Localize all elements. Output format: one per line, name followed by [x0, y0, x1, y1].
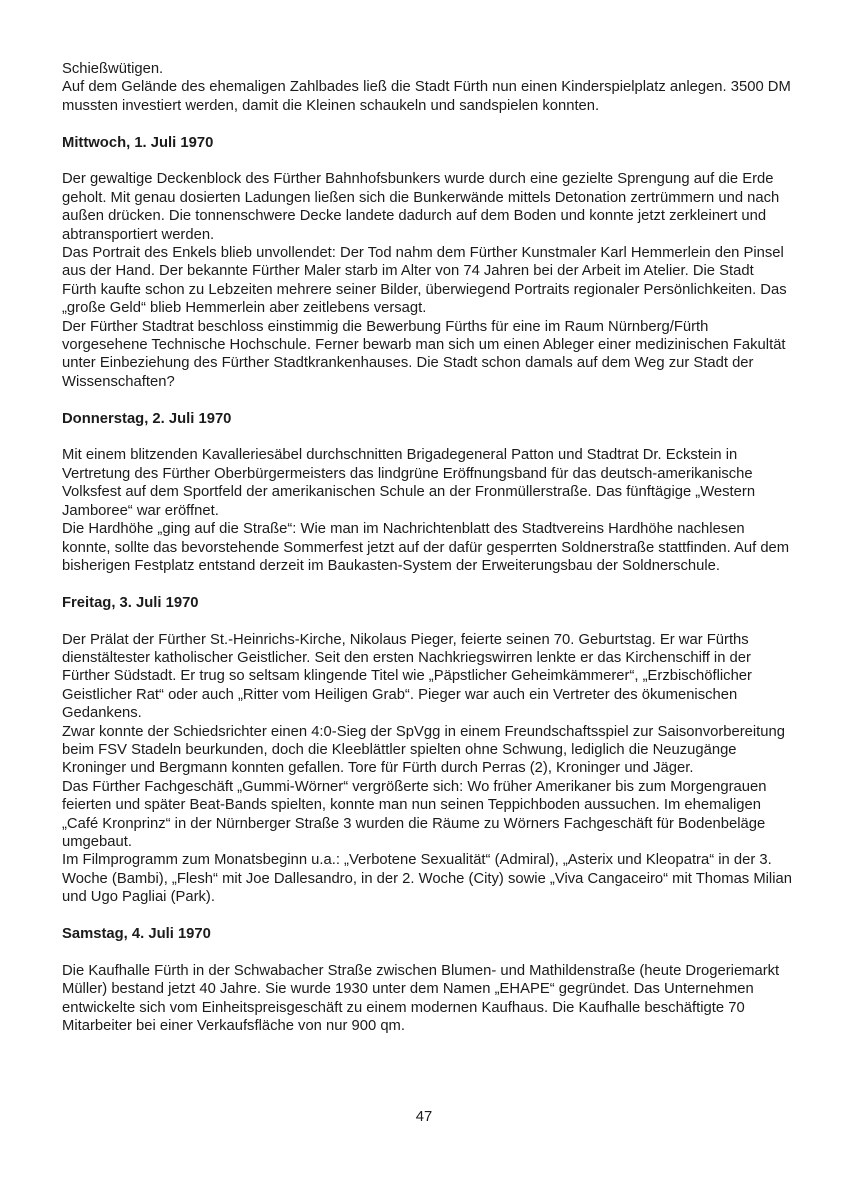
paragraph: Schießwütigen.: [62, 61, 164, 77]
document-page: [62, 60, 792, 1035]
paragraph: Die Hardhöhe „ging auf die Straße“: Wie man im Nachrichtenblatt des Stadtvereins Hardhöhe nachlesen konnte, sollte das bevorstehende Sommerfest jetzt auf der dafür gesperrten Soldnerstraße stattfinden. Auf dem bisherigen Festplatz entstand derzeit im Baukasten-System der Erweiterungsbau der Soldnerschule.: [62, 521, 790, 574]
paragraph: Der Fürther Stadtrat beschloss einstimmig die Bewerbung Fürths für eine im Raum Nürnberg/Fürth vorgesehene Technische Hochschule. Ferner bewarb man sich um einen Ableger einer medizinischen Fakultät unter Einbeziehung des Fürther Stadtkrankenhauses. Die Stadt schon damals auf dem Weg zur Stadt der Wissenschaften?: [62, 318, 786, 390]
date-heading: Freitag, 3. Juli 1970: [62, 594, 199, 611]
paragraph: Das Fürther Fachgeschäft „Gummi-Wörner“ vergrößerte sich: Wo früher Amerikaner bis zum Morgengrauen feierten und später Beat-Bands spielten, konnte man nun seinen Teppichboden aussuchen. Im ehemaligen „Café Kronprinz“ in der Nürnberger Straße 3 wurden die Räume zu Wörners Fachgeschäft für Bodenbeläge umgebaut.: [62, 778, 767, 850]
paragraph: Der gewaltige Deckenblock des Fürther Bahnhofsbunkers wurde durch eine gezielte Sprengung auf die Erde geholt. Mit genau dosierten Ladungen ließen sich die Bunkerwände mittels Detonation zertrümmern und nach außen drücken. Die tonnenschwere Decke landete dadurch auf dem Boden und konnte jetzt zerkleinert und abtransportiert werden.: [62, 171, 780, 243]
paragraph: Die Kaufhalle Fürth in der Schwabacher Straße zwischen Blumen- und Mathildenstraße (heute Drogeriemarkt Müller) bestand jetzt 40 Jahre. Sie wurde 1930 unter dem Namen „EHAPE“ gegründet. Das Unternehmen entwickelte sich vom Einheitspreisgeschäft zu einem modernen Kaufhaus. Die Kaufhalle beschäftigte 70 Mitarbeiter bei einer Verkaufsfläche von nur 900 qm.: [62, 962, 780, 1034]
paragraph: Der Prälat der Fürther St.-Heinrichs-Kirche, Nikolaus Pieger, feierte seinen 70. Geburtstag. Er war Fürths dienstältester katholischer Geistlicher. Seit den ersten Nachkriegswirren lenkte er das Kirchenschiff in der Fürther Südstadt. Er trug so seltsam klingende Titel wie „Päpstlicher Geheimkämmerer“, „Erzbischöflicher Geistlicher Rat“ oder auch „Ritter vom Heiligen Grab“. Pieger war auch ein Vertreter des ökumenischen Gedankens.: [62, 631, 752, 722]
page-number: 47: [415, 1109, 433, 1125]
date-heading: Samstag, 4. Juli 1970: [62, 925, 211, 942]
paragraph: Zwar konnte der Schiedsrichter einen 4:0-Sieg der SpVgg in einem Freundschaftsspiel zur Saisonvorbereitung beim FSV Stadeln beurkunden, doch die Kleeblättler spielten ohne Schwung, lediglich die Neuzugänge Kroninger und Bergmann konnten gefallen. Tore für Fürth durch Perras (2), Kroninger und Jäger.: [62, 723, 785, 777]
date-heading: Donnerstag, 2. Juli 1970: [62, 410, 232, 427]
paragraph: Im Filmprogramm zum Monatsbeginn u.a.: „Verbotene Sexualität“ (Admiral), „Asterix und Kleopatra“ in der 3. Woche (Bambi), „Flesh“ mit Joe Dallesandro, in der 2. Woche (City) sowie „Viva Cangaceiro“ mit Thomas Milian und Ugo Pagliai (Park).: [62, 852, 792, 906]
date-heading: Mittwoch, 1. Juli 1970: [62, 134, 214, 151]
paragraph: Das Portrait des Enkels blieb unvollendet: Der Tod nahm dem Fürther Kunstmaler Karl Hemmerlein den Pinsel aus der Hand. Der bekannte Fürther Maler starb im Alter von 74 Jahren bei der Arbeit im Atelier. Die Stadt Fürth kaufte schon zu Lebzeiten mehrere seiner Bilder, überwiegend Portraits regionaler Persönlichkeiten. Das „große Geld“ blieb Hemmerlein aber zeitlebens versagt.: [62, 245, 787, 317]
paragraph: Mit einem blitzenden Kavalleriesäbel durchschnitten Brigadegeneral Patton und Stadtrat Dr. Eckstein in Vertretung des Fürther Oberbürgermeisters das lindgrüne Eröffnungsband für das deutsch-amerikanische Volksfest auf dem Sportfeld der amerikanischen Schule an der Fronmüllerstraße. Das fünftägige „Western Jamboree“ war eröffnet.: [62, 447, 756, 519]
paragraph: Auf dem Gelände des ehemaligen Zahlbades ließ die Stadt Fürth nun einen Kinderspielplatz anlegen. 3500 DM mussten investiert werden, damit die Kleinen schaukeln und sandspielen konnten.: [62, 79, 791, 114]
